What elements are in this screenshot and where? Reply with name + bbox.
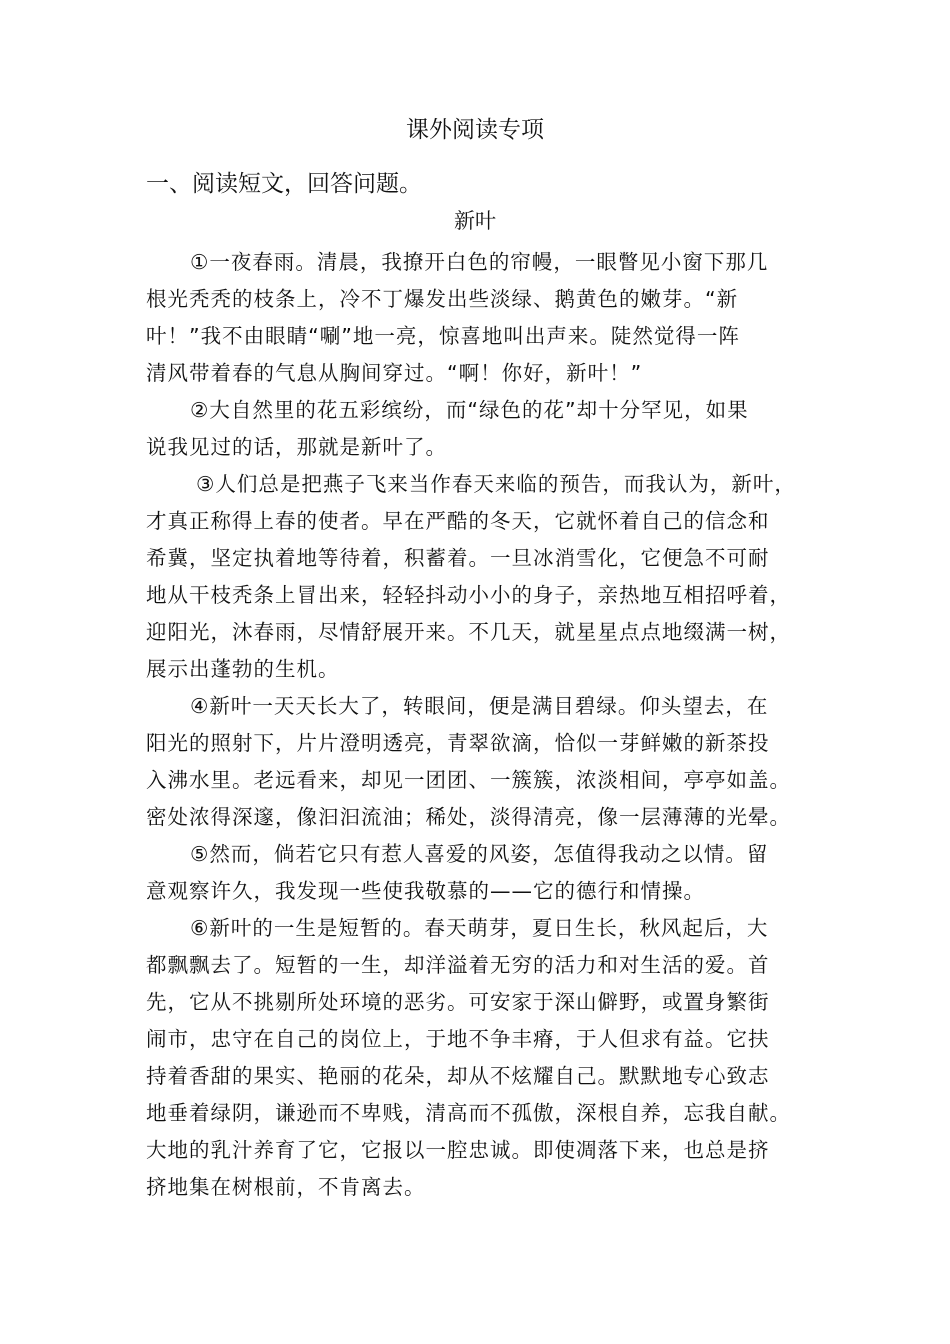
text-line: 迎阳光，沐春雨，尽情舒展开来。不几天，就星星点点地缀满一树， — [146, 620, 791, 644]
text-line: ⑤然而，倘若它只有惹人喜爱的风姿，怎值得我动之以情。留 — [190, 842, 769, 866]
article-body — [146, 244, 826, 1206]
text-line: 闹市，忠守在自己的岗位上，于地不争丰瘠，于人但求有益。它扶 — [146, 1027, 770, 1051]
text-line: 清风带着春的气息从胸间穿过。“啊！你好，新叶！” — [146, 361, 643, 385]
text-line: 地从干枝秃条上冒出来，轻轻抖动小小的身子，亲热地互相招呼着， — [146, 583, 791, 607]
article-title: 新叶 — [454, 209, 496, 233]
text-line: 才真正称得上春的使者。早在严酷的冬天，它就怀着自己的信念和 — [146, 509, 770, 533]
paragraph-2 — [146, 392, 826, 466]
text-line: ④新叶一天天长大了，转眼间，便是满目碧绿。仰头望去，在 — [190, 694, 769, 718]
text-line: ⑥新叶的一生是短暂的。春天萌芽，夏日生长，秋风起后，大 — [190, 916, 769, 940]
text-line: 希冀，坚定执着地等待着，积蓄着。一旦冰消雪化，它便急不可耐 — [146, 546, 770, 570]
section-heading: 一、阅读短文，回答问题。 — [146, 171, 422, 197]
text-line: 密处浓得深邃，像汩汩流油；稀处，淡得清亮，像一层薄薄的光晕。 — [146, 805, 791, 829]
document-title: 课外阅读专项 — [406, 117, 544, 143]
paragraph-1 — [146, 244, 826, 392]
text-line: 入沸水里。老远看来，却见一团团、一簇簇，浓淡相间，亭亭如盖。 — [146, 768, 791, 792]
text-line: 说我见过的话，那就是新叶了。 — [146, 435, 447, 459]
paragraph-5 — [146, 836, 826, 910]
text-line: 展示出蓬勃的生机。 — [146, 657, 340, 681]
text-line: ③人们总是把燕子飞来当作春天来临的预告，而我认为，新叶， — [196, 472, 796, 496]
text-line: 挤地集在树根前，不肯离去。 — [146, 1175, 426, 1199]
text-line: ②大自然里的花五彩缤纷，而“绿色的花”却十分罕见，如果 — [190, 398, 749, 422]
paragraph-3 — [146, 466, 826, 688]
text-line: 持着香甜的果实、艳丽的花朵，却从不炫耀自己。默默地专心致志 — [146, 1064, 770, 1088]
text-line: 大地的乳汁养育了它，它报以一腔忠诚。即使凋落下来，也总是挤 — [146, 1138, 770, 1162]
text-line: 阳光的照射下，片片澄明透亮，青翠欲滴，恰似一芽鲜嫩的新茶投 — [146, 731, 770, 755]
text-line: ①一夜春雨。清晨，我撩开白色的帘幔，一眼瞥见小窗下那几 — [190, 250, 769, 274]
paragraph-6 — [146, 910, 826, 1206]
text-line: 根光秃秃的枝条上，冷不丁爆发出些淡绿、鹅黄色的嫩芽。“新 — [146, 287, 739, 311]
paragraph-4 — [146, 688, 826, 836]
text-line: 叶！”我不由眼睛“唰”地一亮，惊喜地叫出声来。陡然觉得一阵 — [146, 324, 740, 348]
text-line: 都飘飘去了。短暂的一生，却洋溢着无穷的活力和对生活的爱。首 — [146, 953, 770, 977]
text-line: 意观察许久，我发现一些使我敬慕的——它的德行和情操。 — [146, 879, 705, 903]
text-line: 先，它从不挑剔所处环境的恶劣。可安家于深山僻野，或置身繁街 — [146, 990, 770, 1014]
text-line: 地垂着绿阴，谦逊而不卑贱，清高而不孤傲，深根自养，忘我自献。 — [146, 1101, 791, 1125]
